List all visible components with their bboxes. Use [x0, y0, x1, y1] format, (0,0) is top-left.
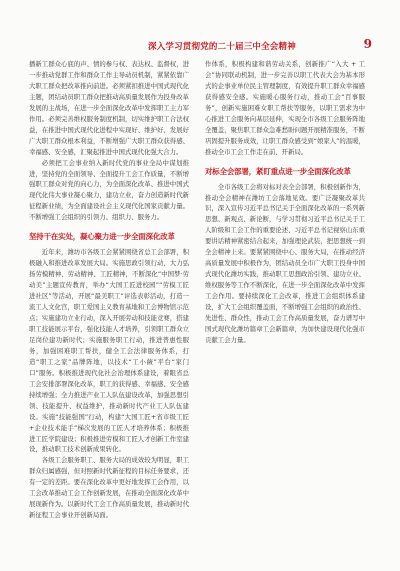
right-paragraph-2: 全市各级工会将对标对表全会部署，积极创新作为，推动全会精神在潍坊工会落地见效。要广泛凝聚改革共识，深入宣传习近平总书记关于全面深化改革的一系列新思想、新观点、新论断，与学习贯彻习近平总书记关于工人阶级和工会工作的重要论述、习近平总书记视察山东重要讲话精神紧密结合起来，加强理论武装，把思想统一到全会精神上来。要紧紧围绕中心、服务大局，在推动经济高质量发展中积极作为，团结动员全市广大职工投身中国式现代化潍坊实践，推动职工思想政治引领、建功立业、维权服务等工作不断深化，在进一步全面深化改革中发挥工会作用。要持续深化工会改革，推进工会组织体系建设，扩大工会组织覆盖面，不断增强工会组织的政治性、先进性、群众性，推动工会工作高质量发展，奋力谱写中国式现代化潍坊篇章工会新篇章，为加快建设现代化强市贡献工会力量。 — [205, 182, 365, 344]
left-paragraph-1: 播新工群众心底的声、情的参与权、表达权、监督权，进一步推动党群工作和群众工作主导动员机制，紧紧依靠广大职工群众把改革推向前进。必须紧扣推进中国式现代化主题，团结动员职工群众把推动高质量发展作为投身改革发展的主战场，在进一步全面深化改革中发挥职工主力军作用。必须完善维权服务制度机制，切实维护职工合法权益，在推进中国式现代化进程中实现好、维护好、发展好广大职工群众根本利益，不断增强广大职工群众获得感、幸福感、安全感，汇聚起推进中国式现代化强大合力。 — [29, 60, 189, 156]
header-banner: 深入学习贯彻党的二十届三中全会精神 — [148, 42, 296, 52]
left-paragraph-4: 各级工会服务职工、服务大局的成效较为明显，职工群众归属感强，但对照新时代新征程的目标任务要求，还有一定的差距。要在深化改革中更好地发挥工会作用，以工会改革推动工会工作创新发展，在推动全面深化改革中展现新作为。以新时代工会工作高质量发展，推动新时代新征程工会事业开创新局面。 — [29, 456, 189, 520]
section-heading-1: 坚持干在实处，凝心聚力进一步全面深化改革 — [29, 232, 175, 242]
page-number: 9 — [363, 37, 372, 51]
section-heading-2: 对标全会部署，紧盯重点进一步全面深化改革 — [205, 166, 351, 176]
right-column — [205, 59, 365, 346]
right-paragraph-1: 作体系，积极构建和谐劳动关系，创新推广“入大 + 工会”协同联动机制，进一步完善以职工代表大会为基本形式的企事业单位民主管理制度，有效提升职工群众幸福感获得感安全感。实施暖心服务行动，推动工会“百事服务”，创新实施困难女职工帮扶等服务，以职工需求为中心推进工会服务向基层延伸，实现全市各级工会服务阵地全覆盖，聚焦职工群众急难愁盼问题开展精准服务，不断巩固提升服务成效，让职工群众感受到“娘家人”的温暖，推动全市工会工作走在前、开新局。 — [205, 60, 365, 156]
left-paragraph-3: 近年来，潍坊市各级工会紧紧围绕省总工会部署，积极融入和推进改革发展大局。实施思政引领行动，大力弘扬劳模精神、劳动精神、工匠精神，不断深化“中国梦·劳动美”主题宣传教育，举办“大国工匠进校园”“劳模工匠进社区”等活动，开展“最美职工”评选表彰活动，打造一流工人文化宫，职工爱国主义教育基地和工会博物馆示范点；实施建功立业行动，深入开展劳动和技能竞赛，搭建职工技能展示平台，强化技能人才培养，引领职工群众立足岗位建功新时代；实施服务职工行动，推进普惠性服务，加强困难职工帮扶，健全工会法律服务体系，打造“职工之家”品牌阵地，以技术“工小薇”平台“家门口”服务。积极推进现代化社会治理体系建设，着眼省总工会安排部署深化改革，职工的获得感、幸福感、安全感持续增强；全力推进产业工人队伍建设改革，加强思想引领、技能提升、权益维护，推动新时代产业工人队伍建设。实施“技能强国”行动，构建“大国工匠+省市级工匠+企业技术能手”梯次发展的工匠人才培养体系；积极推进工匠学院建设；积极推进劳模和工匠人才创新工作室建设，推动职工技术创新成果转化。 — [29, 248, 189, 454]
left-paragraph-2: 必须把工会事业纳入新时代党的事业全局中谋划推进，坚持党的全面领导、全面提升工会工作质量，不断增强职工群众对党的向心力，为全面深化改革、推进中国式现代化伟大事业凝心聚力，建功立业，奋力创造新时代新征程新业绩，为全面建设社会主义现代化国家贡献力量。不断增强工会组织的引领力、组织力、服务力。 — [29, 158, 189, 222]
left-column — [29, 59, 189, 521]
